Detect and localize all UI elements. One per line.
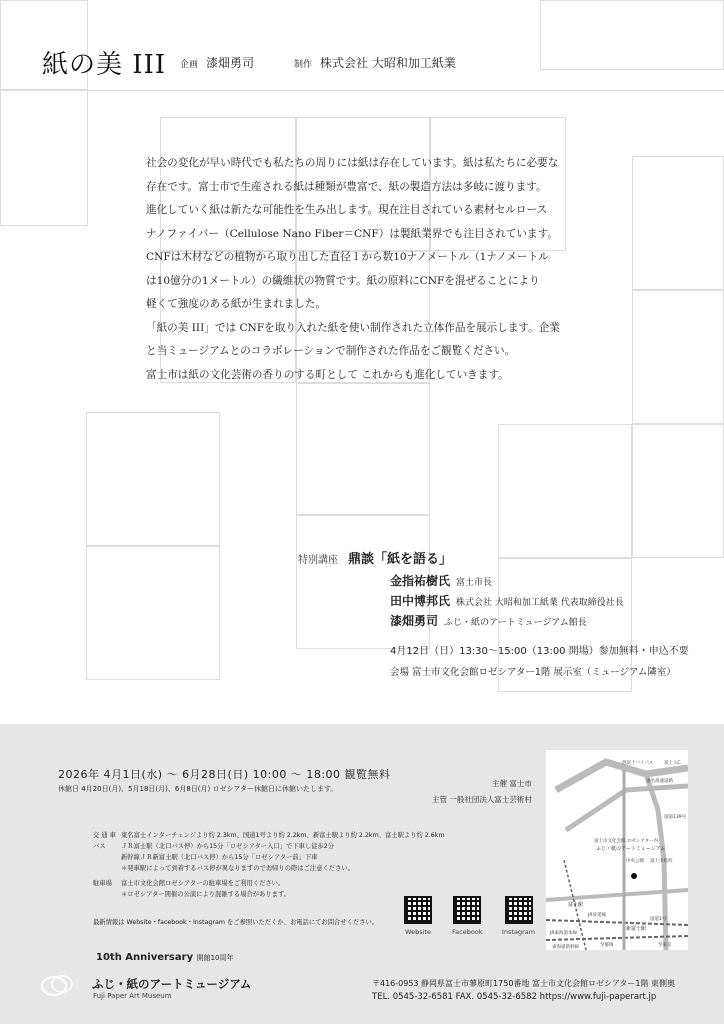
access-text: 新幹線ＪＲ新富士駅（北口バス停）から15分「ロゼシアター前」下車 [121, 854, 318, 861]
map-label: 富士市役所 [650, 859, 673, 864]
grid-square [0, 90, 88, 226]
grid-square [632, 156, 724, 290]
intro-line: と当ミュージアムとのコラボレーションで制作された作品をご観覧ください。 [146, 345, 516, 357]
access-label [93, 863, 121, 874]
access-text: 東名富士インターチェンジより約 2.3km、国道1号より約 2.2km、新富士駅より約 2.2km、富士駅より約 2.6km [121, 832, 445, 839]
intro-text [146, 152, 586, 387]
intro-line: は10億分の1メートル）の繊維状の物質です。紙の原料にCNFを混ぜることにより [146, 274, 540, 287]
grid-square [86, 412, 220, 546]
grid-square [86, 546, 220, 680]
page-title: 紙の美 III [42, 50, 167, 80]
access-text: ＊発車駅によって到着するバス停が異なりますのでお帰りの際はご注意ください。 [121, 865, 354, 872]
map-label: 新富士駅 [626, 926, 647, 932]
parking-label: 駐車場 [93, 880, 112, 887]
museum-name-en: Fuji Paper Art Museum [93, 992, 172, 1000]
speaker-role: ふじ・紙のアートミュージアム館長 [444, 618, 587, 628]
lecture-label: 特別講座 [298, 555, 338, 566]
intro-line: CNFは木材などの植物から取り出した直径１から数10ナノメートル（1ナノメートル [146, 251, 549, 263]
grid-square [632, 290, 724, 424]
intro-line: 軽くて強度のある紙が生まれました。 [146, 298, 327, 310]
map-label: 富士市文化会館 ロゼシアター内 [594, 839, 659, 844]
map-label: 東名高速道路 [646, 779, 673, 784]
speaker-name: 金指祐樹氏 [390, 574, 451, 588]
qr-code-icon [453, 896, 481, 924]
latest-info: 最新情報は Website・facebook・Instagram をご参照いただくか、お電話にてお問合せください。 [93, 919, 379, 926]
map-label: JR身延線 [588, 913, 606, 918]
map-label: 至東京 [658, 943, 672, 948]
qr-code-icon [404, 896, 432, 924]
qr-facebook[interactable] [452, 896, 483, 936]
planning-credit [180, 54, 254, 71]
museum-name: ふじ・紙のアートミュージアム [92, 977, 252, 991]
parking-note: ＊ロゼシアター開催の公演により混雑する場合があります。 [121, 891, 291, 898]
qr-label: Facebook [452, 928, 483, 936]
managed-by: 主管 一般社団法人富士芸術村 [432, 795, 532, 804]
lecture-date: 4月12日（日）13:30～15:00（13:00 開場）参加無料・申込不要 [390, 646, 689, 657]
access-label: 交 通 車 [93, 832, 116, 839]
grid-square [498, 424, 632, 558]
intro-line: 「紙の美 III」では CNFを取り入れた紙を使い制作された立体作品を展示します。企業 [146, 321, 560, 334]
lecture-venue: 会場 富士市文化会館ロゼシアター1階 展示室（ミュージアム隣室） [390, 667, 676, 678]
qr-instagram[interactable] [502, 896, 535, 936]
production-name: 株式会社 大昭和加工紙業 [320, 56, 456, 70]
map-label: 至静岡 [600, 943, 614, 948]
speaker [390, 612, 587, 629]
anniversary-jp: 開館10周年 [196, 954, 234, 962]
address: 〒416-0953 静岡県富士市蓼原町1750番地 富士市文化会館ロゼシアター1階 東側奥 [372, 979, 676, 988]
map-label: JR東海道本線 [550, 931, 577, 936]
host: 主催 富士市 [492, 779, 532, 788]
access-label: バス [93, 843, 106, 850]
map-label: 国道1号 [650, 917, 667, 922]
intro-line: 進化していく紙は新たな可能性を生み出します。現在注目されている素材セルロース [146, 204, 548, 216]
speaker [390, 592, 624, 609]
speaker-name: 漆畑勇司 [390, 614, 439, 628]
access-info [93, 830, 445, 874]
anniversary [96, 952, 234, 963]
speaker-name: 田中博邦氏 [390, 594, 451, 608]
access-label [93, 852, 121, 863]
exhibition-dates: 2026年 4月1日(水) ～ 6月28日(日) 10:00 ～ 18:00 観覧無料 [58, 768, 391, 781]
access-text: ＪＲ富士駅（北口バス停）から15分「ロゼシアター入口」で下車し徒歩2分 [121, 843, 335, 850]
intro-line: 富士市は紙の文化芸術の香りのする町として これからも進化していきます。 [146, 368, 509, 381]
map-label: 国道139号 [664, 815, 687, 820]
map-label: 東海道新幹線 [552, 945, 579, 950]
speaker [390, 572, 492, 589]
grid-line [88, 90, 724, 91]
production-label: 制作 [294, 60, 313, 70]
speaker-role: 富士市長 [456, 578, 493, 588]
qr-label: Website [405, 928, 431, 936]
map-label: 富士駅 [568, 902, 584, 908]
museum-logo-icon [40, 972, 76, 998]
intro-line: 社会の変化が早い時代でも私たちの周りには紙は存在しています。紙は私たちに必要な [146, 157, 559, 169]
special-lecture [298, 548, 689, 678]
intro-line: 存在です。富士市で生産される紙は種類が豊富で、紙の製造方法は多岐に渡ります。 [146, 180, 547, 193]
lecture-title: 鼎談「紙を語る」 [348, 552, 453, 567]
planning-label: 企画 [180, 60, 199, 70]
parking-text: 富士市文化会館ロゼシアターの駐車場をご利用ください。 [121, 880, 285, 887]
production-credit [294, 54, 456, 71]
grid-square [296, 383, 430, 515]
contact: TEL. 0545-32-6581 FAX. 0545-32-6582 https://www.fuji-paperart.jp [372, 992, 657, 1002]
speaker-role: 株式会社 大昭和加工紙業 代表取締役社長 [456, 598, 624, 608]
qr-code-icon [505, 896, 533, 924]
footer-panel [0, 724, 724, 1024]
planning-name: 漆畑勇司 [206, 56, 255, 70]
parking-info [93, 878, 290, 900]
closed-days: 休館日 4月20日(月)、5月18日(月)、6月8日(月) ロゼシアター休館日に休館いたします。 [58, 785, 338, 793]
qr-website[interactable] [404, 896, 432, 936]
map-label: ふじ・紙のアートミュージアム [596, 846, 666, 852]
map-label: 富士 I.C. [664, 761, 682, 766]
map-label: 中央公園 [626, 859, 644, 864]
grid-square [632, 424, 724, 558]
anniversary-text: 10th Anniversary [96, 952, 194, 963]
intro-line: ナノファイバー（Cellulose Nano Fiber＝CNF）は製紙業界でも注目されています。 [146, 227, 558, 240]
grid-square [540, 0, 724, 70]
qr-label: Instagram [502, 928, 536, 936]
access-map [546, 750, 688, 950]
map-label: 西富士バイパス [622, 761, 654, 766]
lecture-heading [298, 548, 452, 567]
